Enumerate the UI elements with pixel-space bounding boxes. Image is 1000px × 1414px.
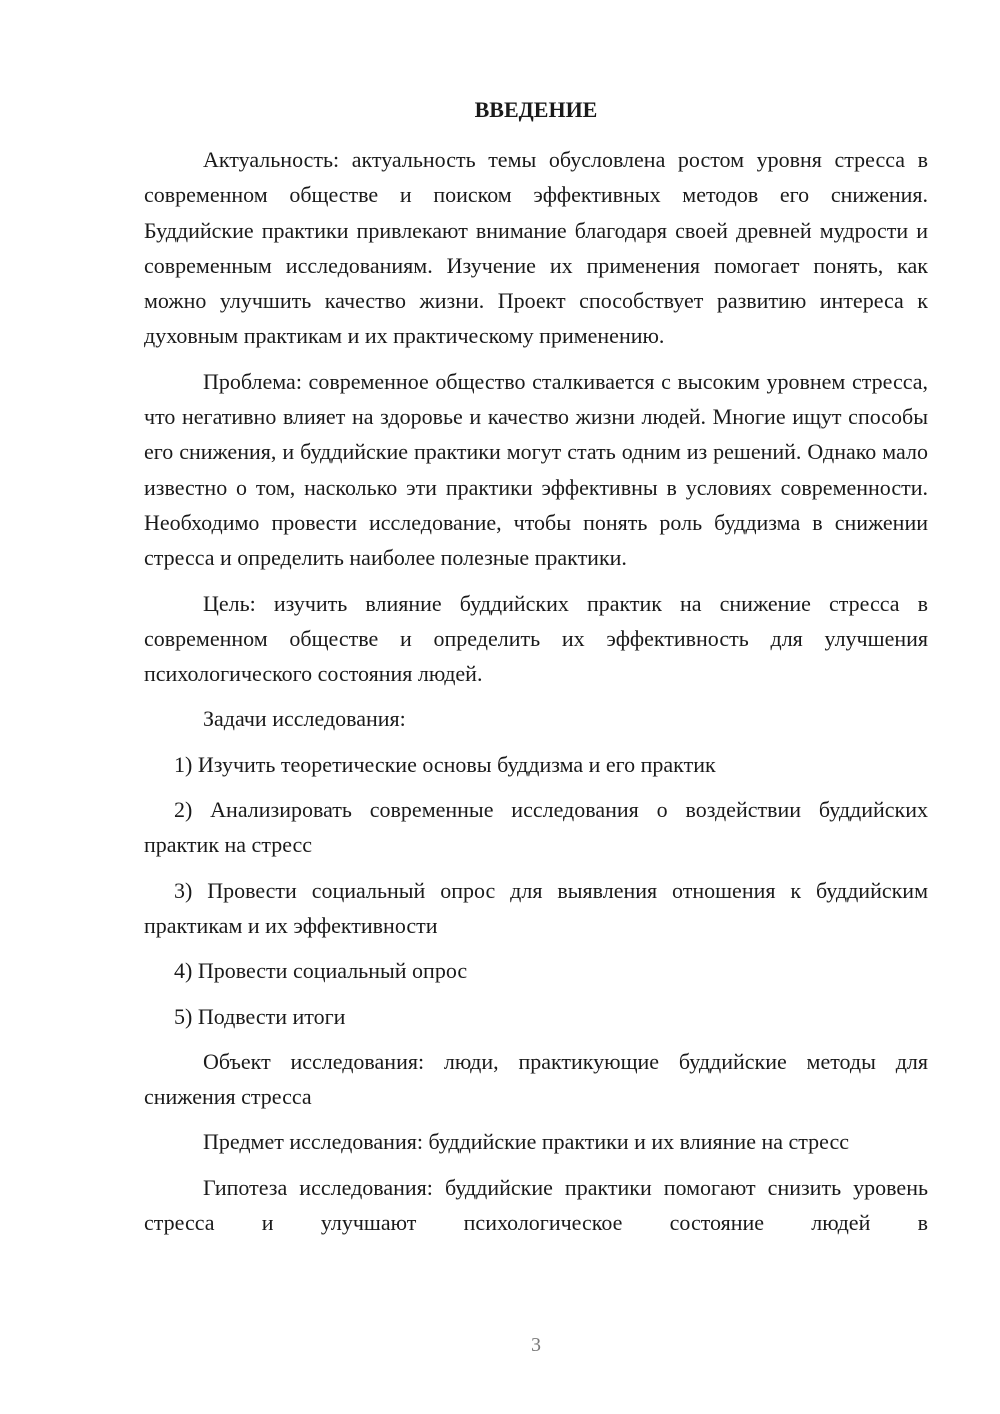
goal-paragraph: Цель: изучить влияние буддийских практик на снижение стресса в современном обществе и определить их эффективность для улучшения психологического состояния людей.	[144, 590, 928, 687]
page-number: 3	[531, 1334, 541, 1356]
task-item-4: 4) Провести социальный опрос	[174, 958, 468, 984]
task-item-5: 5) Подвести итоги	[174, 1003, 346, 1029]
task-item-2: 2) Анализировать современные исследования о воздействии буддийских практик на стресс	[144, 797, 928, 858]
subject-paragraph: Предмет исследования: буддийские практики и их влияние на стресс	[203, 1129, 849, 1155]
relevance-paragraph: Актуальность: актуальность темы обусловлена ростом уровня стресса в современном обществе и поиском эффективных методов его снижения. Буддийские практики привлекают внимание благодаря своей древней мудрости и современным исследованиям. Изучение их применения помогает понять, как можно улучшить качество жизни. Проект способствует развитию интереса к духовным практикам и их практическому применению.	[144, 147, 928, 349]
task-item-1: 1) Изучить теоретические основы буддизма и его практик	[174, 751, 716, 777]
page-content	[144, 96, 928, 1250]
tasks-heading: Задачи исследования:	[203, 706, 406, 732]
task-item-3: 3) Провести социальный опрос для выявления отношения к буддийским практикам и их эффективности	[144, 877, 928, 938]
problem-paragraph: Проблема: современное общество сталкивается с высоким уровнем стресса, что негативно влияет на здоровье и качество жизни людей. Многие ищут способы его снижения, и буддийские практики могут стать одним из решений. Однако мало известно о том, насколько эти практики эффективны в условиях современности. Необходимо провести исследование, чтобы понять роль буддизма в снижении стресса и определить наиболее полезные практики.	[144, 368, 928, 571]
object-paragraph: Объект исследования: люди, практикующие буддийские методы для снижения стресса	[144, 1048, 928, 1110]
section-title: ВВЕДЕНИЕ	[474, 97, 598, 122]
hypothesis-paragraph: Гипотеза исследования: буддийские практики помогают снизить уровень стресса и улучшают психологическое состояние людей в	[144, 1174, 928, 1236]
